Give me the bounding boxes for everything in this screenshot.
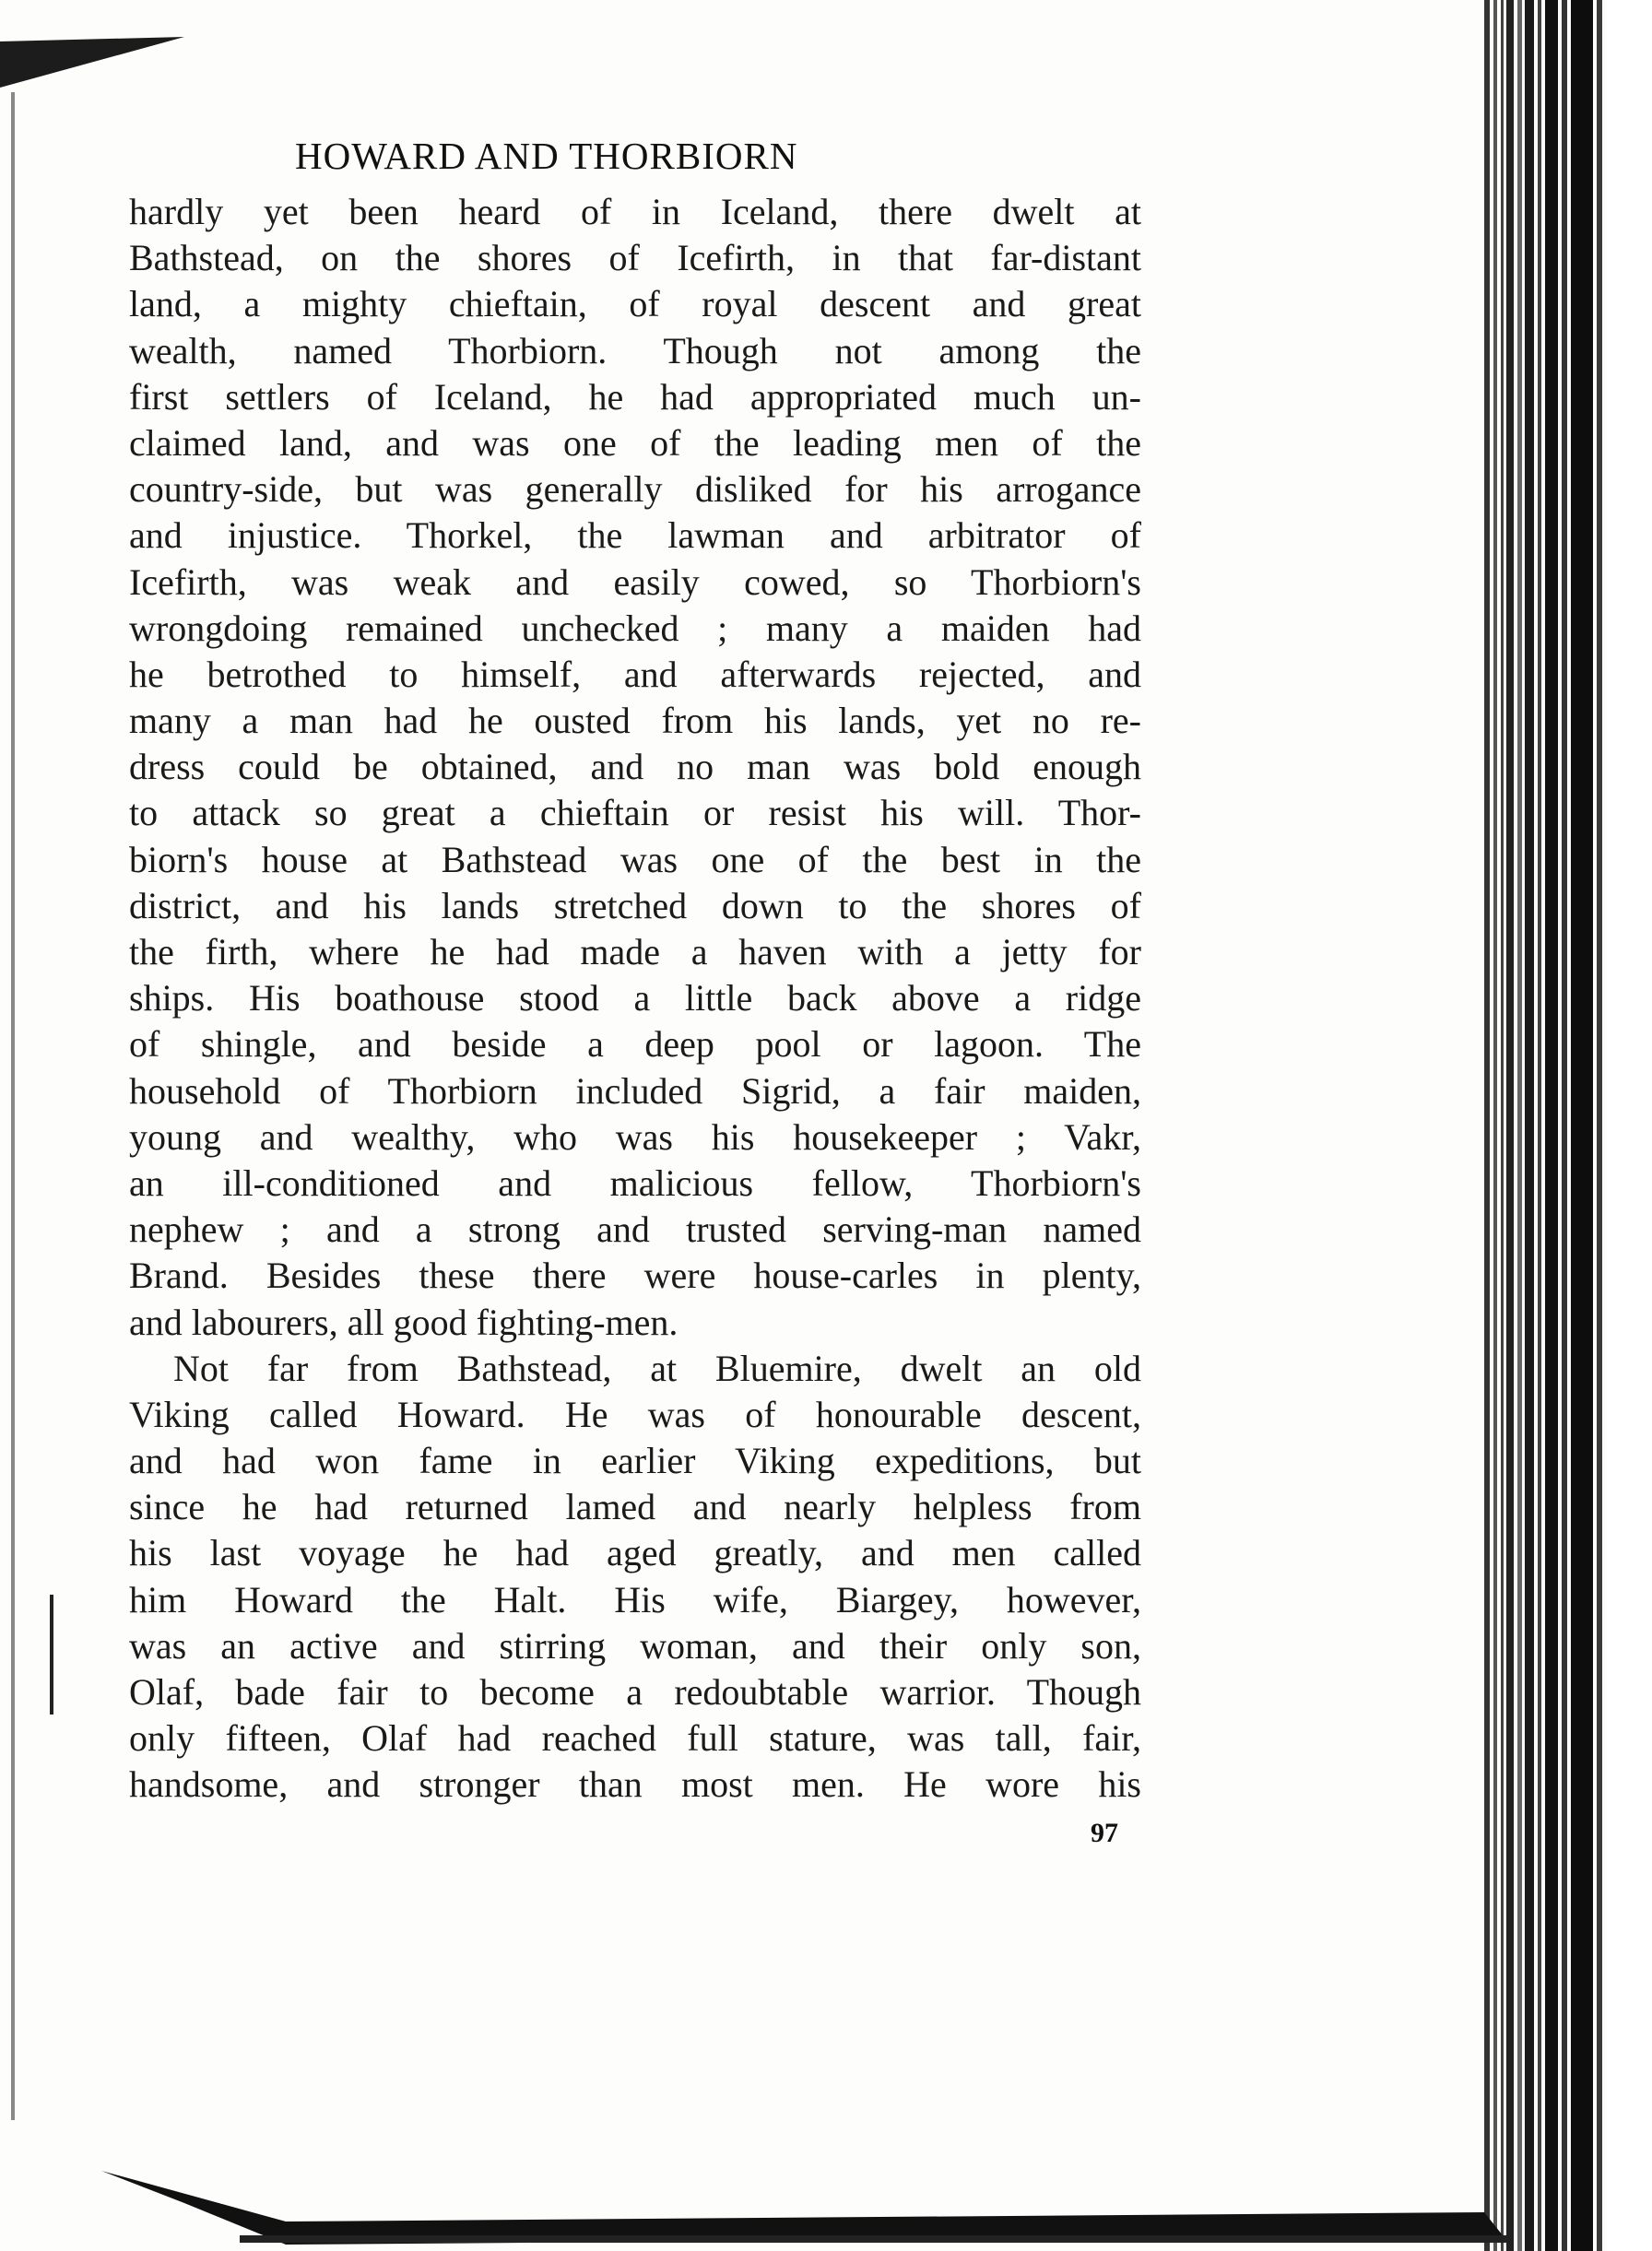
text-line: Olaf, bade fair to become a redoubtable warrior. Though: [129, 1671, 1141, 1713]
text-line: only fifteen, Olaf had reached full stature, was tall, fair,: [129, 1717, 1141, 1760]
text-line: wrongdoing remained unchecked ; many a maiden had: [129, 607, 1141, 649]
text-line: Viking called Howard. He was of honourable descent,: [129, 1393, 1141, 1435]
page-number: 97: [1091, 1818, 1118, 1848]
text-line: young and wealthy, who was his housekeeper ; Vakr,: [129, 1115, 1141, 1158]
text-line: him Howard the Halt. His wife, Biargey, however,: [129, 1578, 1141, 1620]
text-line: the firth, where he had made a haven with a jetty for: [129, 931, 1141, 972]
text-line: many a man had he ousted from his lands, yet no re-: [129, 700, 1141, 742]
text-line: dress could be obtained, and no man was bold enough: [129, 746, 1141, 788]
text-line: ships. His boathouse stood a little back above a ridge: [129, 977, 1141, 1019]
text-line: his last voyage he had aged greatly, and men called: [129, 1532, 1141, 1574]
text-line: he betrothed to himself, and afterwards rejected, and: [129, 653, 1141, 695]
scan-corner-mark: [0, 37, 184, 92]
text-line: of shingle, and beside a deep pool or lagoon. The: [129, 1023, 1141, 1066]
text-line: hardly yet been heard of in Iceland, there dwelt at: [129, 191, 1141, 232]
page-stack-edge: [1484, 0, 1652, 2251]
text-line: and injustice. Thorkel, the lawman and arbitrator of: [129, 514, 1141, 557]
page-bottom-edge: [101, 2148, 1650, 2251]
text-line: and had won fame in earlier Viking expeditions, but: [129, 1440, 1141, 1482]
scan-left-mark: [50, 1595, 53, 1715]
text-line: household of Thorbiorn included Sigrid, a fair maiden,: [129, 1069, 1141, 1112]
text-line: Not far from Bathstead, at Bluemire, dwelt an old: [173, 1347, 1141, 1389]
body-text: [129, 189, 1141, 1809]
text-line: and labourers, all good fighting-men.: [129, 1301, 678, 1343]
text-line: district, and his lands stretched down to the shores of: [129, 884, 1141, 926]
text-line: an ill-conditioned and malicious fellow, Thorbiorn's: [129, 1161, 1141, 1204]
text-line: to attack so great a chieftain or resist his will. Thor-: [129, 792, 1141, 834]
text-line: first settlers of Iceland, he had appropriated much un-: [129, 375, 1141, 418]
text-line: wealth, named Thorbiorn. Though not among the: [129, 329, 1141, 371]
running-head: HOWARD AND THORBIORN: [295, 135, 798, 177]
scan-left-edge: [11, 92, 15, 2120]
text-line: claimed land, and was one of the leading men of the: [129, 421, 1141, 464]
text-line: country-side, but was generally disliked for his arrogance: [129, 468, 1141, 511]
text-line: since he had returned lamed and nearly helpless from: [129, 1486, 1141, 1528]
text-line: was an active and stirring woman, and their only son,: [129, 1624, 1141, 1667]
text-line: biorn's house at Bathstead was one of the best in the: [129, 838, 1141, 880]
text-line: nephew ; and a strong and trusted serving-man named: [129, 1208, 1141, 1251]
text-line: Bathstead, on the shores of Icefirth, in that far-distant: [129, 237, 1141, 279]
text-line: land, a mighty chieftain, of royal descent and great: [129, 283, 1141, 325]
text-line: handsome, and stronger than most men. He wore his: [129, 1763, 1141, 1806]
text-line: Icefirth, was weak and easily cowed, so Thorbiorn's: [129, 560, 1141, 603]
text-line: Brand. Besides these there were house-carles in plenty,: [129, 1255, 1141, 1297]
